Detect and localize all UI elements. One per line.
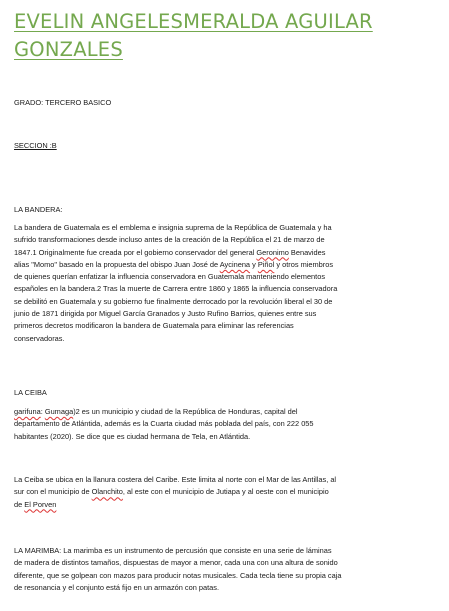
ceiba-paragraph-1: [14, 406, 440, 443]
text-run: alias "Momo" basado en la propuesta del obispo Juan José de: [14, 259, 220, 269]
spellcheck-word: Geronimo: [256, 247, 289, 257]
text-run: sufrido transformaciones desde incluso antes de la creación de la República el 21 de marzo de: [14, 235, 325, 245]
ceiba-paragraph-2: [14, 474, 440, 511]
bandera-paragraph: [14, 222, 440, 345]
spellcheck-word: Olanchito: [91, 487, 123, 497]
spellcheck-word: garifuna: [14, 407, 41, 416]
text-run: Benavides: [288, 247, 326, 257]
text-run: y otros miembros: [274, 259, 334, 269]
text-run: :: [40, 407, 45, 416]
spellcheck-word: Piñol: [257, 259, 275, 269]
section-line: SECCION :B: [14, 141, 57, 150]
document-title: EVELIN ANGELESMERALDA AGUILAR GONZALES: [14, 10, 373, 61]
bandera-heading: LA BANDERA:: [14, 205, 63, 214]
spellcheck-word: Gumaga: [44, 407, 74, 416]
text-run: , al este con el municipio de Jutiapa y al oeste con el municipio de: [14, 487, 329, 509]
spellcheck-word: Aycinena: [219, 259, 251, 269]
text-run: de quienes querían enfatizar la influencia conservadora en Guatemala manteniendo elementos españoles en la bandera.2 Tras la muerte de Carrera entre 1860 y 1865 la influencia conservadora se debilitó en Guatemala y su gobierno fue finalmente derrocado por la revolución liberal el 30 de junio de 1871 dirigida por Miguel García Granados y Justo Rufino Barrios, quienes entre sus primeros decretos modificaron la bandera de Guatemala para eliminar las referencias conservadoras.: [14, 272, 338, 343]
text-run: 1847.1 Originalmente fue creada por el gobierno conservador del general: [14, 247, 257, 257]
text-run: La Ceiba se ubica en la llanura costera del Caribe. Este limita al norte con el Mar de las Antillas, al sur con el municipio de: [14, 475, 337, 497]
ceiba-heading: LA CEIBA: [14, 388, 47, 397]
grade-line: GRADO: TERCERO BASICO: [14, 98, 112, 107]
text-run: )2 es un municipio y ciudad de la República de Honduras, capital del departamento de Atlántida, además es la Cuarta ciudad más poblada del país, con 222 055 habitantes (2020). Se dice que es ciudad hermana de Tela, en Atlántida.: [14, 407, 314, 441]
text-run: La bandera de Guatemala es el emblema e insignia suprema de la República de Guatemala y ha: [14, 223, 332, 232]
marimba-paragraph: LA MARIMBA: La marimba es un instrumento de percusión que consiste en una serie de láminas de madera de distintos tamaños, dispuestas de mayor a menor, cada una con una altura de sonido diferente, que se golpean con mazos para producir notas musicales. Cada tecla tiene su propia caja de resonancia y el conjunto está fijo en un armazón con patas.: [14, 546, 342, 592]
spellcheck-word: El Porven: [24, 499, 57, 509]
text-run: y: [250, 259, 258, 269]
